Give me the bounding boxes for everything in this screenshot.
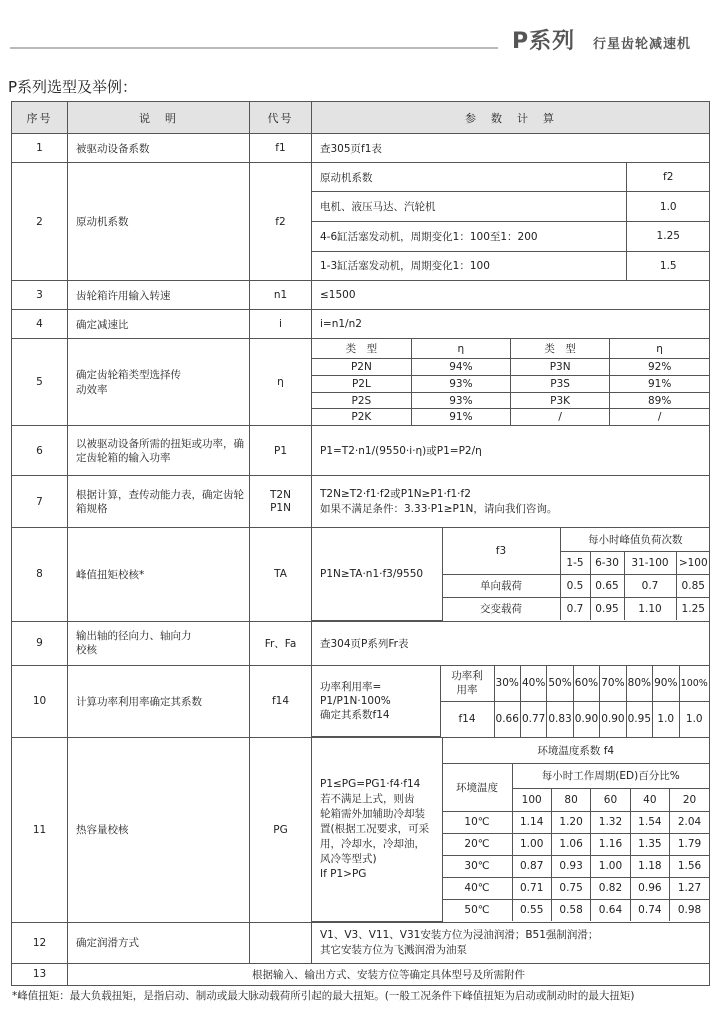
row-desc: 以被驱动设备所需的扭矩或功率，确定齿轮箱的输入功率	[68, 426, 250, 476]
series-title: P系列	[512, 29, 576, 54]
factor-value: 1.5	[626, 251, 710, 280]
efficiency-cell: 89%	[610, 392, 709, 409]
f4-value: 1.54	[630, 811, 669, 833]
efficiency-cell: P3S	[511, 376, 610, 393]
ed-col: 20	[670, 788, 709, 811]
calc-line: 如果不满足条件：3.33·P1≥P1N，请向我们咨询。	[320, 502, 558, 515]
row-desc: 确定齿轮箱类型选择传动效率	[68, 339, 250, 426]
factor-label: 1-3缸活塞发动机，周期变化1：100	[312, 251, 626, 280]
f4-value: 0.58	[551, 899, 590, 921]
load-value: 1.10	[624, 597, 676, 620]
ed-col: 80	[551, 788, 590, 811]
factor-value: 1.0	[626, 192, 710, 222]
efficiency-col-header: η	[610, 339, 709, 359]
temp-value: 50℃	[442, 899, 512, 921]
f14-value: 0.66	[494, 702, 520, 737]
row-no: 10	[12, 665, 68, 738]
thermal-formula	[312, 738, 442, 921]
freq-col: 1-5	[560, 551, 590, 574]
row-note: 根据输入、输出方式、安装方位等确定具体型号及所需附件	[68, 963, 710, 985]
f4-value: 0.82	[591, 877, 630, 899]
row-desc: 确定润滑方式	[68, 922, 250, 963]
factor-row	[312, 251, 710, 280]
f4-value: 0.74	[630, 899, 669, 921]
load-value: 0.85	[676, 574, 710, 597]
f14-value: 0.90	[600, 702, 626, 737]
f4-value: 1.56	[670, 855, 709, 877]
calc-line: 其它安装方位为飞溅润滑为油泵	[320, 943, 467, 956]
row-no: 2	[12, 163, 68, 281]
load-label: 交变载荷	[442, 597, 560, 620]
row-no: 1	[12, 134, 68, 163]
row-code: TA	[250, 528, 312, 622]
efficiency-cell: P3N	[511, 359, 610, 376]
row-no: 3	[12, 281, 68, 310]
efficiency-cell: P3K	[511, 392, 610, 409]
table-row	[12, 476, 710, 528]
formula-line: 用，冷却水，冷却油，	[320, 837, 425, 850]
factor-row	[312, 221, 710, 251]
util-col: 80%	[626, 666, 652, 702]
f14-value: 1.0	[679, 702, 709, 737]
f4-value: 1.32	[591, 811, 630, 833]
efficiency-cell: P2N	[312, 359, 411, 376]
factor-row	[312, 192, 710, 222]
f14-value: 0.83	[547, 702, 573, 737]
util-row	[312, 666, 709, 702]
table-row	[12, 163, 710, 281]
f14-value: 0.77	[520, 702, 546, 737]
table-row	[12, 922, 710, 963]
f4-value: 1.35	[630, 833, 669, 855]
efficiency-cell: 93%	[411, 376, 510, 393]
page-title: P系列选型及举例：	[8, 78, 138, 96]
table-row	[12, 339, 710, 426]
col-header-code: 代号	[250, 102, 312, 134]
ed-col: 100	[512, 788, 551, 811]
row-desc: 确定减速比	[68, 310, 250, 339]
row-no: 4	[12, 310, 68, 339]
freq-header: 每小时峰值负荷次数	[560, 528, 710, 551]
formula-line: 风冷等型式)	[320, 852, 377, 865]
row-calc: 查304页P系列Fr表	[312, 621, 710, 665]
load-value: 0.5	[560, 574, 590, 597]
selection-table	[11, 101, 710, 986]
f14-value: 1.0	[653, 702, 679, 737]
temp-label: 环境温度	[442, 763, 512, 811]
f4-value: 1.14	[512, 811, 551, 833]
factor-label: 原动机系数	[312, 163, 626, 192]
row-code: n1	[250, 281, 312, 310]
row-code: PG	[250, 738, 312, 923]
f14-value: 0.95	[626, 702, 652, 737]
row-calc	[312, 922, 710, 963]
util-label: 功率利用率	[440, 666, 494, 702]
table-row	[12, 134, 710, 163]
table-row	[12, 281, 710, 310]
f4-value: 1.27	[670, 877, 709, 899]
util-col: 60%	[573, 666, 599, 702]
formula-line: 若不满足上式，则齿	[320, 792, 415, 805]
f4-value: 0.96	[630, 877, 669, 899]
row-desc: 热容量校核	[68, 738, 250, 923]
efficiency-cell: 91%	[411, 409, 510, 425]
peak-header-row	[312, 528, 710, 551]
series-subtitle: 行星齿轮减速机	[593, 37, 692, 52]
table-row	[12, 738, 710, 923]
f4-value: 0.75	[551, 877, 590, 899]
formula-line: 功率利用率=	[320, 680, 382, 693]
formula-line: P1≤PG=PG1·f4·f14	[320, 777, 421, 790]
temp-value: 20℃	[442, 833, 512, 855]
efficiency-cell: 93%	[411, 392, 510, 409]
code-line: T2N	[270, 488, 291, 501]
f4-value: 1.79	[670, 833, 709, 855]
calc-line: V1、V3、V11、V31安装方位为浸油润滑；B51强制润滑；	[320, 928, 599, 941]
f4-value: 0.55	[512, 899, 551, 921]
peak-torque-cell	[312, 528, 710, 622]
utilization-cell	[312, 665, 710, 738]
f4-value: 0.93	[551, 855, 590, 877]
load-value: 0.7	[560, 597, 590, 620]
row-no: 12	[12, 922, 68, 963]
formula-line: 置(根据工况要求，可采	[320, 822, 430, 835]
f4-value: 1.00	[512, 833, 551, 855]
load-label: 单向载荷	[442, 574, 560, 597]
efficiency-cell: /	[511, 409, 610, 425]
col-header-calc: 参 数 计 算	[312, 102, 710, 134]
efficiency-cell: 91%	[610, 376, 709, 393]
row-calc: P1=T2·n1/(9550·i·η)或P1=P2/η	[312, 426, 710, 476]
freq-col: 31-100	[624, 551, 676, 574]
footnote: *峰值扭矩：最大负载扭矩，是指启动、制动或最大脉动载荷所引起的最大扭矩。(一般工况条件下峰值扭矩为启动或制动时的最大扭矩)	[12, 990, 635, 1002]
table-row	[12, 528, 710, 622]
f4-value: 1.00	[591, 855, 630, 877]
peak-formula: P1N≥TA·n1·f3/9550	[312, 528, 442, 620]
row-no: 6	[12, 426, 68, 476]
row-desc: 峰值扭矩校核*	[68, 528, 250, 622]
freq-col: >100	[676, 551, 710, 574]
efficiency-cell: 94%	[411, 359, 510, 376]
f4-value: 1.16	[591, 833, 630, 855]
ed-col: 60	[591, 788, 630, 811]
util-col: 50%	[547, 666, 573, 702]
row-no: 8	[12, 528, 68, 622]
util-formula	[312, 666, 440, 737]
ed-header: 每小时工作周期(ED)百分比%	[512, 763, 709, 788]
row-no: 9	[12, 621, 68, 665]
load-value: 1.25	[676, 597, 710, 620]
f4-value: 1.18	[630, 855, 669, 877]
load-value: 0.7	[624, 574, 676, 597]
efficiency-cell: P2K	[312, 409, 411, 425]
row-desc: 被驱动设备系数	[68, 134, 250, 163]
formula-line: P1/P1N·100%	[320, 694, 391, 707]
temp-value: 10℃	[442, 811, 512, 833]
col-header-no: 序号	[12, 102, 68, 134]
table-row	[12, 426, 710, 476]
row-desc: 齿轮箱许用输入转速	[68, 281, 250, 310]
f4-value: 1.06	[551, 833, 590, 855]
row-code: f14	[250, 665, 312, 738]
load-value: 0.95	[590, 597, 624, 620]
table-row	[12, 310, 710, 339]
calc-line: T2N≥T2·f1·f2或P1N≥P1·f1·f2	[320, 487, 471, 500]
thermal-cell	[312, 738, 710, 923]
row-calc: 查305页f1表	[312, 134, 710, 163]
temp-value: 30℃	[442, 855, 512, 877]
formula-line: 轮箱需外加辅助冷却装	[320, 807, 425, 820]
f4-value: 1.20	[551, 811, 590, 833]
efficiency-row	[312, 376, 709, 393]
freq-col: 6-30	[590, 551, 624, 574]
code-line: P1N	[270, 501, 291, 514]
row-code: f2	[250, 163, 312, 281]
col-header-desc: 说 明	[68, 102, 250, 134]
temp-value: 40℃	[442, 877, 512, 899]
load-value: 0.65	[590, 574, 624, 597]
util-col: 40%	[520, 666, 546, 702]
row-code: Fr、Fa	[250, 621, 312, 665]
efficiency-cell: 92%	[610, 359, 709, 376]
efficiency-cell: /	[610, 409, 709, 425]
row-no: 13	[12, 963, 68, 985]
row-no: 11	[12, 738, 68, 923]
efficiency-header	[312, 339, 709, 359]
f4-value: 0.64	[591, 899, 630, 921]
row-no: 7	[12, 476, 68, 528]
efficiency-col-header: η	[411, 339, 510, 359]
util-col: 90%	[653, 666, 679, 702]
f3-label: f3	[442, 528, 560, 574]
row-calc	[312, 476, 710, 528]
row-code	[250, 922, 312, 963]
row-code: i	[250, 310, 312, 339]
row-calc: i=n1/n2	[312, 310, 710, 339]
row-code	[250, 476, 312, 528]
table-row	[12, 963, 710, 985]
factor-value: f2	[626, 163, 710, 192]
efficiency-table	[312, 339, 710, 426]
efficiency-row	[312, 392, 709, 409]
f4-value: 0.98	[670, 899, 709, 921]
f4-value: 0.71	[512, 877, 551, 899]
row-code: f1	[250, 134, 312, 163]
table-row	[12, 665, 710, 738]
factor-label: 电机、液压马达、汽轮机	[312, 192, 626, 222]
efficiency-cell: P2L	[312, 376, 411, 393]
table-row	[12, 621, 710, 665]
f14-label: f14	[440, 702, 494, 737]
row-desc: 输出轴的径向力、轴向力校核	[68, 621, 250, 665]
row-code: P1	[250, 426, 312, 476]
efficiency-col-header: 类 型	[511, 339, 610, 359]
formula-line: If P1>PG	[320, 867, 367, 880]
prime-mover-factor-table	[312, 163, 710, 281]
page-header	[0, 0, 720, 60]
f4-value: 2.04	[670, 811, 709, 833]
formula-line: 确定其系数f14	[320, 708, 390, 721]
f4-header: 环境温度系数 f4	[442, 738, 709, 763]
util-col: 70%	[600, 666, 626, 702]
efficiency-col-header: 类 型	[312, 339, 411, 359]
factor-label: 4-6缸活塞发动机，周期变化1：100至1：200	[312, 221, 626, 251]
row-desc: 根据计算，查传动能力表，确定齿轮箱规格	[68, 476, 250, 528]
efficiency-row	[312, 409, 709, 425]
factor-value: 1.25	[626, 221, 710, 251]
factor-row	[312, 163, 710, 192]
row-calc: ≤1500	[312, 281, 710, 310]
table-header-row	[12, 102, 710, 134]
f14-value: 0.90	[573, 702, 599, 737]
efficiency-row	[312, 359, 709, 376]
header-rule	[10, 47, 498, 49]
ed-col: 40	[630, 788, 669, 811]
util-col: 100%	[679, 666, 709, 702]
row-desc: 计算功率利用率确定其系数	[68, 665, 250, 738]
util-col: 30%	[494, 666, 520, 702]
row-no: 5	[12, 339, 68, 426]
row-code: η	[250, 339, 312, 426]
row-desc: 原动机系数	[68, 163, 250, 281]
f4-header-row	[312, 738, 709, 763]
efficiency-cell: P2S	[312, 392, 411, 409]
f4-value: 0.87	[512, 855, 551, 877]
